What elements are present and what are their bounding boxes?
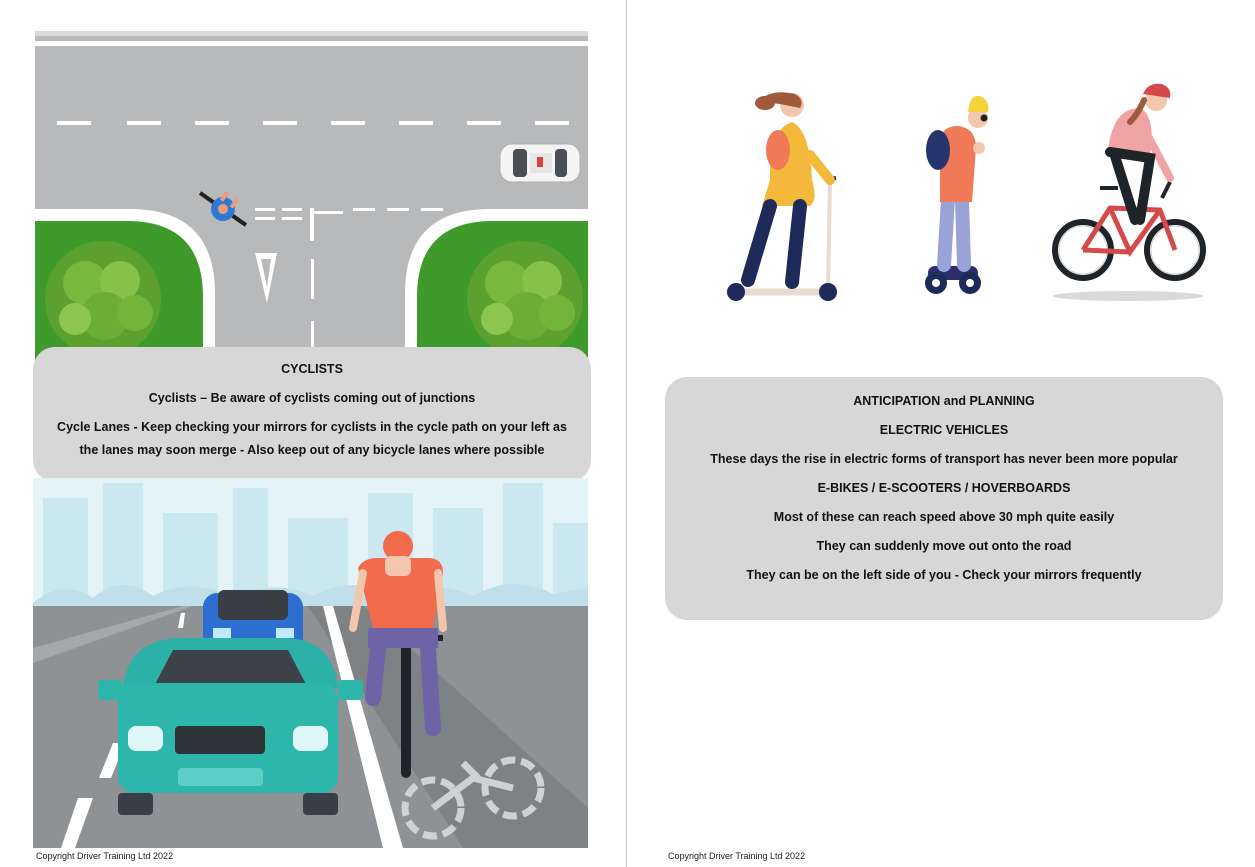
riders-illustration <box>700 70 1220 310</box>
anticipation-line-5: They can be on the left side of you - Check your mirrors frequently <box>746 568 1142 582</box>
anticipation-line-1: These days the rise in electric forms of transport has never been more popular <box>710 452 1178 466</box>
junction-illustration <box>35 31 588 361</box>
anticipation-line-2: E-BIKES / E-SCOOTERS / HOVERBOARDS <box>817 481 1071 495</box>
cyclists-line-1: Cyclists – Be aware of cyclists coming out of junctions <box>148 391 476 405</box>
e-bike-rider-icon <box>1053 84 1203 301</box>
street-cycle-lane-illustration <box>33 478 588 848</box>
anticipation-line-4: They can suddenly move out onto the road <box>816 539 1072 553</box>
cyclists-info-box <box>33 347 591 482</box>
anticipation-info-box <box>665 377 1223 620</box>
anticipation-line-3: Most of these can reach speed above 30 mph quite easily <box>773 510 1115 524</box>
car-top-icon <box>500 144 580 182</box>
copyright-left: Copyright Driver Training Ltd 2022 <box>36 851 174 861</box>
cyclists-heading: CYCLISTS <box>281 362 343 376</box>
bush-right-icon <box>467 241 583 357</box>
copyright-right: Copyright Driver Training Ltd 2022 <box>668 851 806 861</box>
electric-vehicles-heading: ELECTRIC VEHICLES <box>879 423 1009 437</box>
teal-car-icon <box>98 638 363 815</box>
e-scooter-rider-icon <box>727 92 837 301</box>
cyclists-line-2: Cycle Lanes - Keep checking your mirrors for cyclists in the cycle path on your left as <box>57 420 567 434</box>
hoverboard-rider-icon <box>925 96 988 294</box>
left-page <box>0 0 626 867</box>
cyclists-line-3: the lanes may soon merge - Also keep out of any bicycle lanes where possible <box>79 443 545 457</box>
anticipation-heading: ANTICIPATION and PLANNING <box>853 394 1035 408</box>
bush-left-icon <box>45 241 161 357</box>
